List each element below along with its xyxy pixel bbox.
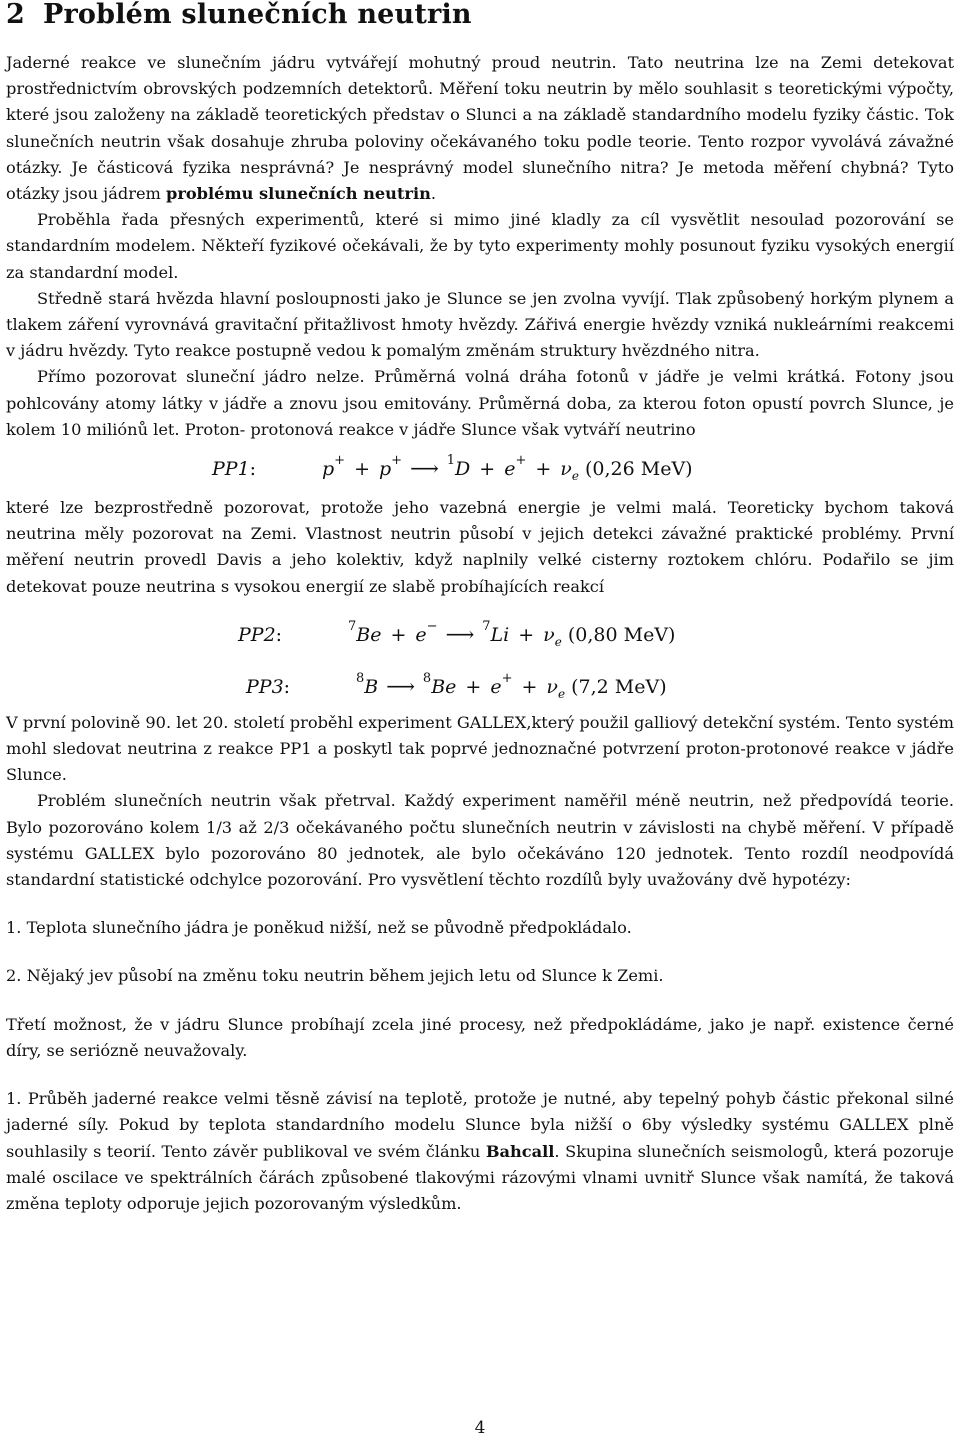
paragraph-9-end: . Skupina slunečních seismologů, která pozoruje malé oscilace ve spektrálních čárách způsobené tlakovými rázovými vlnami uvnitř Slunce však namítá, že taková změna teploty odporuje jejich pozorovaným výsledkům. [6,1141,954,1213]
body-text [6,50,954,1217]
equation-pp2 [6,618,954,652]
equation-label: PP2: [238,623,283,646]
paragraph-3: Středně stará hvězda hlavní posloupnosti jako je Slunce se jen zvolna vyvíjí. Tlak způsobený horkým plynem a tlakem záření vyrovnává gravitační přitažlivost hmoty hvězdy. Zářivá energie hvězdy vzniká nukleárními reakcemi v jádru hvězdy. Tyto reakce postupně vedou k pomalým změnám struktury hvězdného nitra. [6,288,954,361]
bold-term-bahcall: Bahcall [485,1141,555,1161]
paragraph-6: V první polovině 90. let 20. století proběhl experiment GALLEX,který použil galliový detekční systém. Tento systém mohl sledovat neutrina z reakce PP1 a poskytl tak poprvé jednoznačné potvrzení proton-protonové reakce v jádře Slunce. [6,712,954,785]
equation-body: $^7$Be + e− ⟶ $^7Li + \nu_e$ (0,80 MeV) [348,618,676,650]
paragraph-5: které lze bezprostředně pozorovat, protože jeho vazebná energie je velmi malá. Teoreticky bychom taková neutrina měly pozorovat na Zemi. Vlastnost neutrin působí v jejich detekci závažné praktické problémy. První měření neutrin provedl Davis a jeho kolektiv, když naplnily velké cisterny roztokem chlóru. Podařilo se jim detekovat pouze neutrina s vysokou energií ze slabě probíhajících reakcí [6,498,954,596]
section-title: Problém slunečních neutrin [43,0,472,30]
paragraph-2: Proběhla řada přesných experimentů, které si mimo jiné kladly za cíl vysvětlit nesoulad pozorování se standardním modelem. Někteří fyzikové očekávali, že by tyto experimenty mohly posunout fyziku vysokých energií za standardní model. [6,210,954,282]
paragraph-4: Přímo pozorovat sluneční jádro nelze. Průměrná volná dráha fotonů v jádře je velmi krátká. Fotony jsou pohlcovány atomy látky v jádře a znovu jsou emitovány. Průměrná doba, za kterou foton opustí povrch Slunce, je kolem 10 miliónů let. Proton- protonová reakce v jádře Slunce však vytváří neutrino [6,367,954,439]
equation-label: PP1: [212,457,257,480]
equation-body: p+ + p+ ⟶ $^1D + e^+ + \nu_e$ (0,26 MeV) [322,453,693,484]
equation-pp3 [6,670,954,704]
paragraph-7: Problém slunečních neutrin však přetrval. Každý experiment naměřil méně neutrin, než předpovídá teorie. Bylo pozorováno kolem 1/3 až 2/3 očekávaného počtu slunečních neutrin v závislosti na chybě měření. V případě systému GALLEX bylo pozorováno 80 jednotek, ale bylo očekáváno 120 jednotek. Tento rozdíl neodpovídá standardní statistické odchylce pozorování. Pro vysvětlení těchto rozdílů byly uvažovány dvě hypotézy: [6,791,954,890]
hypothesis-2: 2. Nějaký jev působí na změnu toku neutrin během jejich letu od Slunce k Zemi. [6,966,664,986]
equation-label-text: PP2 [238,623,276,646]
equation-pp1 [6,443,954,495]
page-number: 4 [474,1418,486,1438]
equation-label-text: PP1 [212,457,250,480]
paragraph-9 [6,1086,954,1217]
equation-body: $^8$B ⟶ $^8Be + e^+ + \nu_e$ (7,2 MeV) [356,670,667,702]
equation-energy: (0,80 MeV) [567,624,676,647]
paragraph-9-text: 1. Průběh jaderné reakce velmi těsně závisí na teplotě, protože je nutné, aby tepelný pohyb částic překonal silné jaderné síly. Pokud by teplota standardního modelu Slunce byla nižší o 6by výsledky systému GALLEX plně souhlasily s teorií. Tento závěr publikoval ve svém článku [6,1089,954,1161]
paragraph-8: Třetí možnost, že v jádru Slunce probíhají zcela jiné procesy, než předpokládáme, jako je např. existence černé díry, se seriózně neuvažovaly. [6,1014,954,1060]
bold-term-solar-neutrino-problem: problému slunečních neutrin [166,184,431,204]
paragraph-1-end: . [430,184,437,204]
equation-label-text: PP3 [246,675,284,698]
paragraph-1 [6,50,954,207]
hypothesis-1: 1. Teplota slunečního jádra je poněkud nižší, než se původně předpokládalo. [6,918,632,938]
section-number: 2 [6,0,25,30]
equation-energy: (7,2 MeV) [571,676,667,699]
section-heading [6,0,954,30]
equation-energy: (0,26 MeV) [584,458,693,481]
equation-label: PP3: [246,675,291,698]
paragraph-1-text: Jaderné reakce ve slunečním jádru vytvářejí mohutný proud neutrin. Tato neutrina lze na Zemi detekovat prostřednictvím obrovských podzemních detektorů. Měření toku neutrin by mělo souhlasit s teoretickými výpočty, které jsou založeny na základě teoretických představ o Slunci a na základě standardního modelu fyziky částic. Tok slunečních neutrin však dosahuje zhruba poloviny očekávaného toku podle teorie. Tento rozpor vyvolává závažné otázky. Je částicová fyzika nesprávná? Je nesprávný model slunečního nitra? Je metoda měření chybná? Tyto otázky jsou jádrem [6,53,954,204]
